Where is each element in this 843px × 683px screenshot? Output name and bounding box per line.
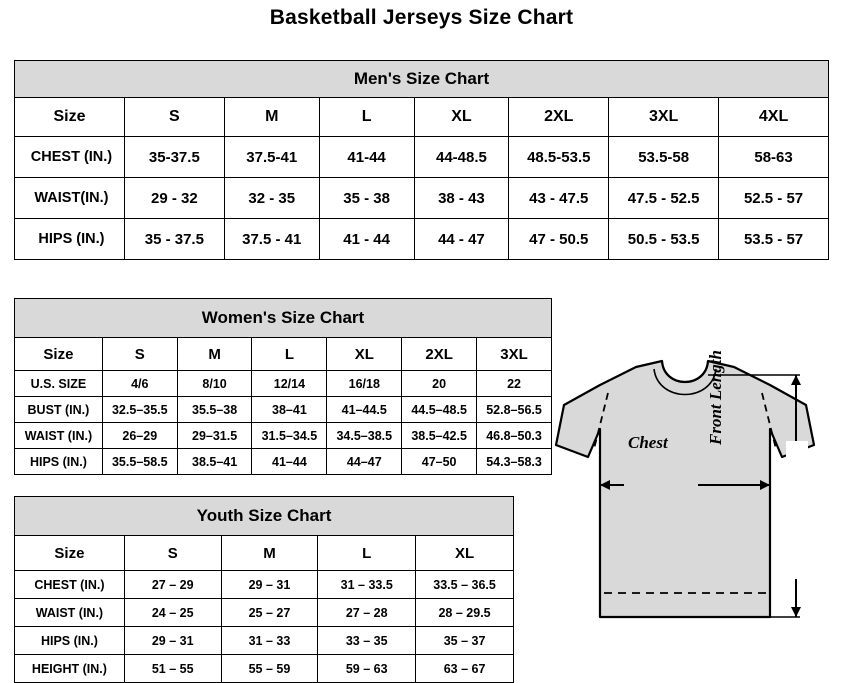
mens-size-chart-table (14, 60, 829, 260)
womens-bust-l: 38–41 (252, 397, 327, 423)
table-row (15, 371, 552, 397)
youth-row-label-height: HEIGHT (IN.) (15, 655, 125, 683)
mens-waist-m: 32 - 35 (224, 178, 319, 219)
youth-chest-m: 29 – 31 (221, 571, 318, 599)
mens-header-size: Size (15, 98, 125, 137)
youth-chest-s: 27 – 29 (124, 571, 221, 599)
youth-height-m: 55 – 59 (221, 655, 318, 683)
youth-row-label-waist: WAIST (IN.) (15, 599, 125, 627)
mens-waist-4xl: 52.5 - 57 (719, 178, 829, 219)
mens-waist-3xl: 47.5 - 52.5 (609, 178, 719, 219)
mens-header-s: S (124, 98, 224, 137)
womens-waist-l: 31.5–34.5 (252, 423, 327, 449)
womens-header-l: L (252, 338, 327, 371)
mens-chest-l: 41-44 (319, 137, 414, 178)
womens-row-label-hips: HIPS (IN.) (15, 449, 103, 475)
mens-hips-s: 35 - 37.5 (124, 219, 224, 260)
mens-chest-2xl: 48.5-53.5 (509, 137, 609, 178)
womens-waist-3xl: 46.8–50.3 (477, 423, 552, 449)
mens-header-row (15, 98, 829, 137)
youth-waist-m: 25 – 27 (221, 599, 318, 627)
table-row (15, 397, 552, 423)
mens-header-4xl: 4XL (719, 98, 829, 137)
womens-hips-l: 41–44 (252, 449, 327, 475)
youth-height-l: 59 – 63 (318, 655, 416, 683)
womens-chart-caption-row (15, 299, 552, 338)
table-row (15, 655, 514, 683)
youth-hips-l: 33 – 35 (318, 627, 416, 655)
youth-header-row (15, 536, 514, 571)
youth-header-size: Size (15, 536, 125, 571)
mens-chest-3xl: 53.5-58 (609, 137, 719, 178)
womens-bust-s: 32.5–35.5 (102, 397, 177, 423)
mens-chest-s: 35-37.5 (124, 137, 224, 178)
table-row (15, 571, 514, 599)
mens-hips-3xl: 50.5 - 53.5 (609, 219, 719, 260)
womens-header-s: S (102, 338, 177, 371)
mens-row-label-chest: CHEST (IN.) (15, 137, 125, 178)
page-title: Basketball Jerseys Size Chart (269, 6, 574, 29)
table-row (15, 178, 829, 219)
mens-waist-xl: 38 - 43 (414, 178, 509, 219)
youth-waist-l: 27 – 28 (318, 599, 416, 627)
mens-header-2xl: 2XL (509, 98, 609, 137)
womens-header-size: Size (15, 338, 103, 371)
womens-hips-xl: 44–47 (327, 449, 402, 475)
womens-header-2xl: 2XL (402, 338, 477, 371)
mens-hips-2xl: 47 - 50.5 (509, 219, 609, 260)
mens-chest-4xl: 58-63 (719, 137, 829, 178)
womens-us-size-l: 12/14 (252, 371, 327, 397)
mens-hips-xl: 44 - 47 (414, 219, 509, 260)
mens-hips-m: 37.5 - 41 (224, 219, 319, 260)
womens-chart-caption: Women's Size Chart (15, 299, 552, 338)
womens-bust-3xl: 52.8–56.5 (477, 397, 552, 423)
youth-height-xl: 63 – 67 (416, 655, 514, 683)
womens-waist-xl: 34.5–38.5 (327, 423, 402, 449)
jersey-shape-icon (548, 345, 838, 670)
youth-chart-caption: Youth Size Chart (15, 497, 514, 536)
youth-size-chart-table (14, 496, 514, 683)
mens-header-m: M (224, 98, 319, 137)
mens-row-label-hips: HIPS (IN.) (15, 219, 125, 260)
womens-bust-xl: 41–44.5 (327, 397, 402, 423)
mens-header-l: L (319, 98, 414, 137)
mens-hips-4xl: 53.5 - 57 (719, 219, 829, 260)
womens-waist-m: 29–31.5 (177, 423, 252, 449)
womens-us-size-2xl: 20 (402, 371, 477, 397)
youth-header-xl: XL (416, 536, 514, 571)
youth-waist-xl: 28 – 29.5 (416, 599, 514, 627)
youth-chest-xl: 33.5 – 36.5 (416, 571, 514, 599)
womens-us-size-3xl: 22 (477, 371, 552, 397)
womens-header-3xl: 3XL (477, 338, 552, 371)
womens-bust-2xl: 44.5–48.5 (402, 397, 477, 423)
youth-chest-l: 31 – 33.5 (318, 571, 416, 599)
womens-row-label-us-size: U.S. SIZE (15, 371, 103, 397)
womens-hips-2xl: 47–50 (402, 449, 477, 475)
mens-hips-l: 41 - 44 (319, 219, 414, 260)
youth-waist-s: 24 – 25 (124, 599, 221, 627)
womens-us-size-m: 8/10 (177, 371, 252, 397)
youth-hips-s: 29 – 31 (124, 627, 221, 655)
youth-hips-xl: 35 – 37 (416, 627, 514, 655)
womens-row-label-waist: WAIST (IN.) (15, 423, 103, 449)
womens-row-label-bust: BUST (IN.) (15, 397, 103, 423)
mens-waist-2xl: 43 - 47.5 (509, 178, 609, 219)
youth-header-s: S (124, 536, 221, 571)
mens-row-label-waist: WAIST(IN.) (15, 178, 125, 219)
chest-measurement-label: Chest (628, 433, 668, 452)
womens-us-size-s: 4/6 (102, 371, 177, 397)
jersey-measurement-diagram (548, 345, 838, 670)
table-row (15, 137, 829, 178)
mens-waist-s: 29 - 32 (124, 178, 224, 219)
table-row (15, 599, 514, 627)
mens-header-xl: XL (414, 98, 509, 137)
womens-hips-m: 38.5–41 (177, 449, 252, 475)
mens-chest-m: 37.5-41 (224, 137, 319, 178)
womens-waist-2xl: 38.5–42.5 (402, 423, 477, 449)
womens-us-size-xl: 16/18 (327, 371, 402, 397)
youth-header-m: M (221, 536, 318, 571)
womens-bust-m: 35.5–38 (177, 397, 252, 423)
mens-chart-caption-row (15, 61, 829, 98)
mens-chart-caption: Men's Size Chart (15, 61, 829, 98)
womens-waist-s: 26–29 (102, 423, 177, 449)
mens-header-3xl: 3XL (609, 98, 719, 137)
youth-height-s: 51 – 55 (124, 655, 221, 683)
mens-waist-l: 35 - 38 (319, 178, 414, 219)
youth-row-label-chest: CHEST (IN.) (15, 571, 125, 599)
womens-header-row (15, 338, 552, 371)
youth-hips-m: 31 – 33 (221, 627, 318, 655)
table-row (15, 449, 552, 475)
womens-hips-3xl: 54.3–58.3 (477, 449, 552, 475)
table-row (15, 423, 552, 449)
womens-header-xl: XL (327, 338, 402, 371)
front-length-measurement-label: Front Length (706, 350, 725, 445)
youth-header-l: L (318, 536, 416, 571)
table-row (15, 627, 514, 655)
table-row (15, 219, 829, 260)
womens-hips-s: 35.5–58.5 (102, 449, 177, 475)
youth-chart-caption-row (15, 497, 514, 536)
youth-row-label-hips: HIPS (IN.) (15, 627, 125, 655)
mens-chest-xl: 44-48.5 (414, 137, 509, 178)
womens-size-chart-table (14, 298, 552, 475)
womens-header-m: M (177, 338, 252, 371)
